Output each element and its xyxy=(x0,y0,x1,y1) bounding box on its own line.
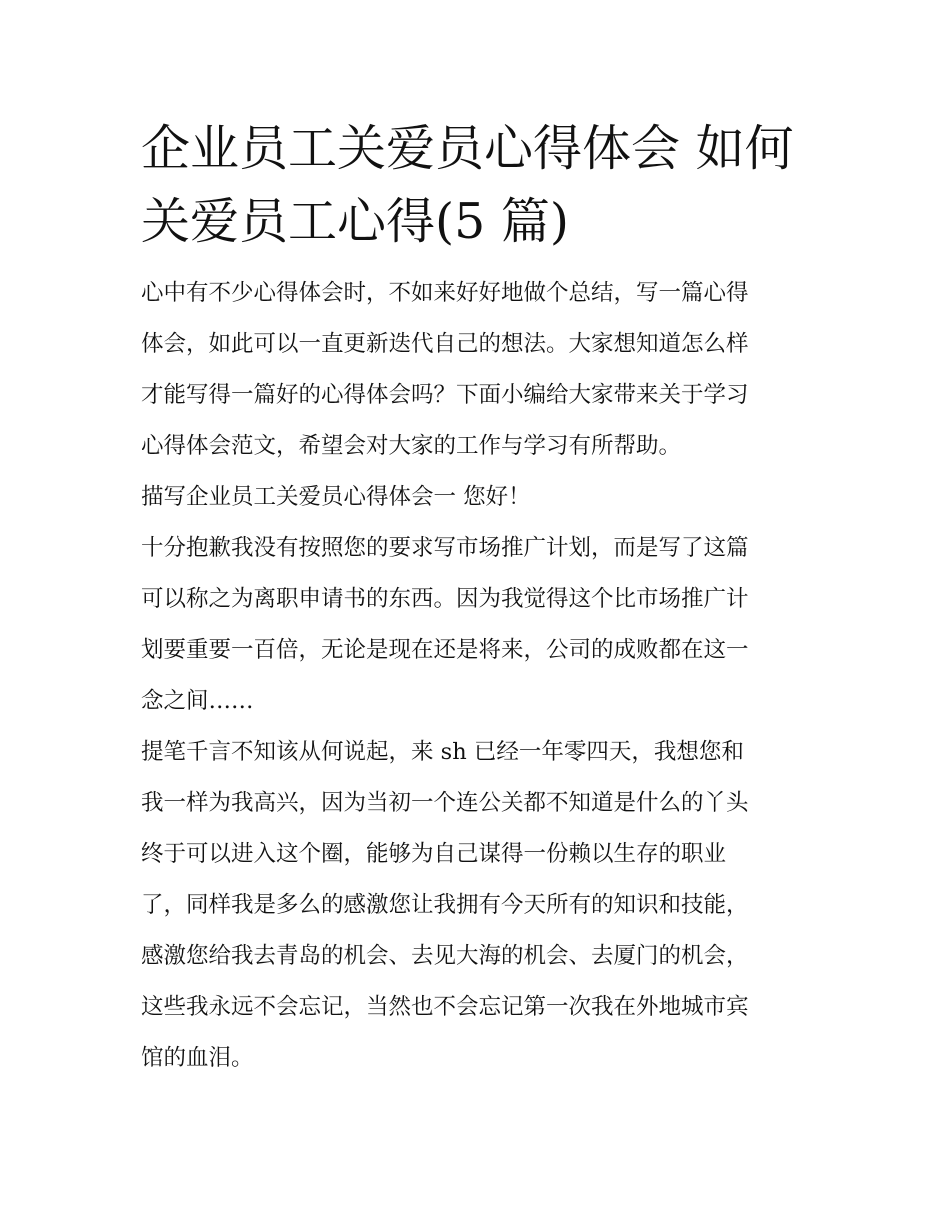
text-line: 划要重要一百倍，无论是现在还是将来，公司的成败都在这一 xyxy=(141,637,749,663)
section-heading-paragraph xyxy=(141,472,813,523)
text-line: 馆的血泪。 xyxy=(141,1045,254,1071)
text-line: 这些我永远不会忘记，当然也不会忘记第一次我在外地城市宾 xyxy=(141,994,749,1020)
text-line: 了，同样我是多么的感激您让我拥有今天所有的知识和技能， xyxy=(141,892,749,918)
body-paragraph-1 xyxy=(141,523,813,727)
text-line: 心得体会范文，希望会对大家的工作与学习有所帮助。 xyxy=(141,433,682,459)
text-line: 心中有不少心得体会时，不如来好好地做个总结，写一篇心得 xyxy=(141,280,749,306)
text-line: 才能写得一篇好的心得体会吗？下面小编给大家带来关于学习 xyxy=(141,382,749,408)
text-line: 体会，如此可以一直更新迭代自己的想法。大家想知道怎么样 xyxy=(141,331,749,357)
title-line-1: 企业员工关爱员心得体会 如何 xyxy=(141,120,794,177)
document-title xyxy=(141,112,813,258)
text-line: 提笔千言不知该从何说起，来 sh 已经一年零四天，我想您和 xyxy=(141,739,744,765)
document-body xyxy=(141,112,813,1084)
text-line: 十分抱歉我没有按照您的要求写市场推广计划，而是写了这篇 xyxy=(141,535,749,561)
text-line: 感激您给我去青岛的机会、去见大海的机会、去厦门的机会， xyxy=(141,943,749,969)
body-paragraph-2 xyxy=(141,727,813,1084)
title-line-2: 关爱员工心得(5 篇) xyxy=(141,193,569,250)
text-line: 终于可以进入这个圈，能够为自己谋得一份赖以生存的职业 xyxy=(141,841,727,867)
text-line: 我一样为我高兴，因为当初一个连公关都不知道是什么的丫头 xyxy=(141,790,749,816)
text-line: 描写企业员工关爱员心得体会一 您好！ xyxy=(141,484,531,510)
text-line: 可以称之为离职申请书的东西。因为我觉得这个比市场推广计 xyxy=(141,586,749,612)
intro-paragraph xyxy=(141,268,813,472)
text-line: 念之间…… xyxy=(141,688,254,714)
